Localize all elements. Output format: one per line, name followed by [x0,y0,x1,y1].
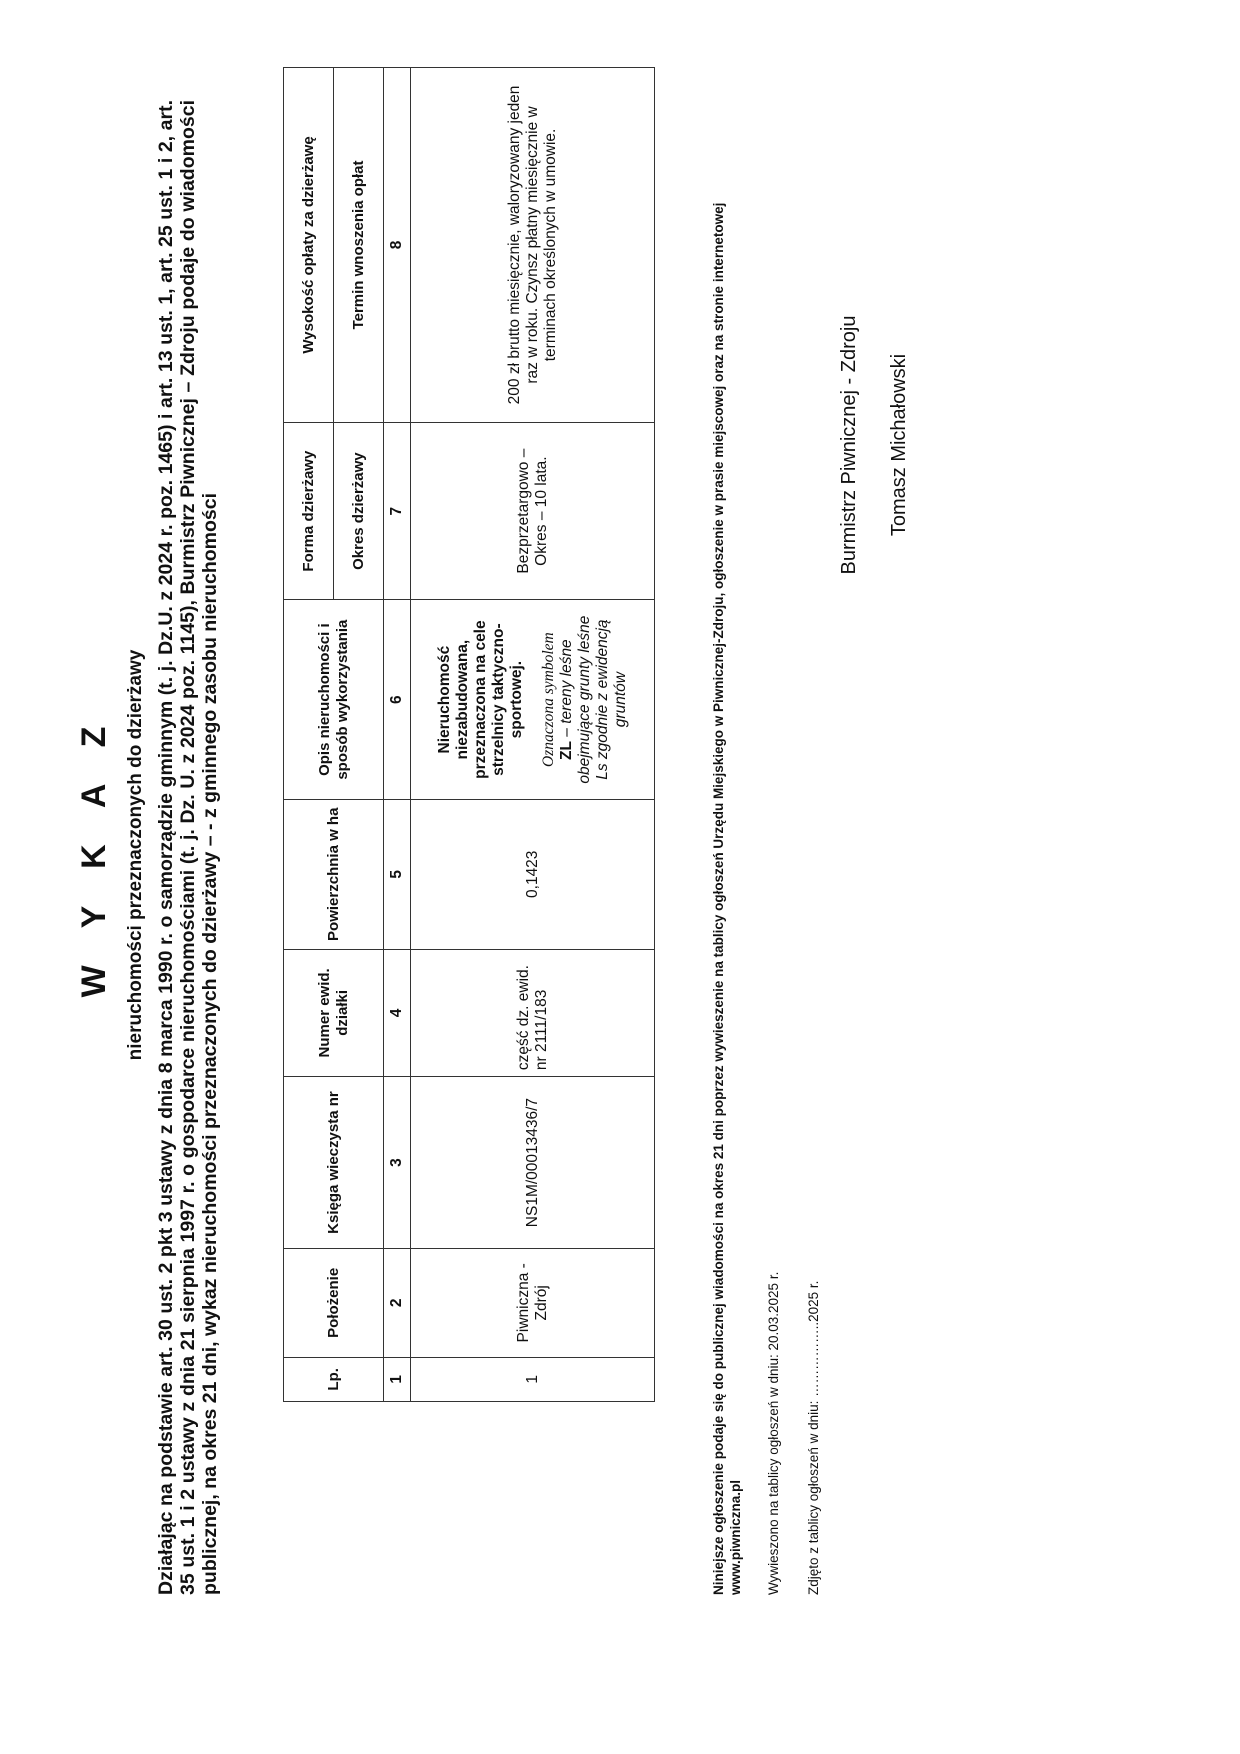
header-termin-oplat: Termin wnoszenia opłat [334,68,384,423]
zl-symbol: ZL [557,741,575,760]
cell-lp: 1 [411,1357,655,1401]
column-number: 5 [384,799,411,949]
column-number: 7 [384,422,411,599]
cell-opis [411,600,655,800]
opis-zl-text [558,606,630,793]
footer-note: Niniejsze ogłoszenie podaje się do publicznej wiadomości na okres 21 dni poprzez wywieszenie na tablicy ogłoszeń Urzędu Miejskiego w Piwnicznej-Zdroju, ogłoszenie w prasie miejscowej oraz na stronie internetowej www.piwniczna.pl [711,202,743,1595]
wywieszono-line: Wywieszono na tablicy ogłoszeń w dniu: 20.03.2025 r. [766,1271,781,1595]
header-okres-dzierzawy: Okres dzierżawy [334,422,384,599]
header-ksiega-wieczysta: Księga wieczysta nr [284,1077,384,1249]
document-page [0,45,1240,1665]
document-subtitle: nieruchomości przeznaczonych do dzierżawy [125,649,146,1061]
cell-polozenie: Piwniczna - Zdrój [411,1249,655,1358]
zl-description: – tereny leśne obejmujące grunty leśne Ls zgodnie z ewidencją gruntów [557,615,629,784]
header-wysokosc-oplaty: Wysokość opłaty za dzierżawę [284,68,334,423]
document-title: W Y K A Z [75,712,113,998]
column-number: 8 [384,68,411,423]
cell-oplata: 200 zł brutto miesięcznie, waloryzowany jeden raz w roku. Czynsz płatny miesięcznie w terminach określonych w umowie. [411,68,655,423]
header-opis: Opis nieruchomości i sposób wykorzystania [284,600,384,800]
header-lp: Lp. [284,1357,384,1401]
column-number: 3 [384,1077,411,1249]
cell-powierzchnia: 0,1423 [411,799,655,949]
column-number: 4 [384,949,411,1077]
property-table [283,67,655,1402]
signature-role: Burmistrz Piwnicznej - Zdroju [838,315,860,575]
column-number: 6 [384,600,411,800]
column-number: 1 [384,1357,411,1401]
opis-main-text: Nieruchomość niezabudowana, przeznaczona na cele strzelnicy taktyczno-sportowej. [435,620,525,779]
signature-name: Tomasz Michałowski [888,353,910,537]
column-number-row [384,68,411,1402]
intro-paragraph: Działając na podstawie art. 30 ust. 2 pkt 3 ustawy z dnia 8 marca 1990 r. o samorządzie gminnym (t. j. Dz.U. z 2024 r. poz. 1465) i art. 13 ust. 1, art. 25 ust. 1 i 2, art. 35 ust. 1 i 2 ustawy z dnia 21 sierpnia 1997 r. o gospodarce nieruchomościami (t. j. Dz. U. z 2024 poz. 1145), Burmistrz Piwnicznej – Zdroju podaje do wiadomości publicznej, na okres 21 dni, wykaz nieruchomości przeznaczonych do dzierżawy – - z gminnego zasobu nieruchomości [155,100,221,1595]
column-number: 2 [384,1249,411,1358]
cell-ksiega-wieczysta: NS1M/00013436/7 [411,1077,655,1249]
cell-forma-okres: Bezprzetargowo – Okres – 10 lata. [411,422,655,599]
opis-oznaczona-text: Oznaczona symbolem [539,632,557,767]
zdjeto-line: Zdjęto z tablicy ogłoszeń w dniu: ……………..2025 r. [806,1280,821,1595]
header-forma-dzierzawy: Forma dzierżawy [284,422,334,599]
header-polozenie: Położenie [284,1249,384,1358]
header-numer-dzialki: Numer ewid. działki [284,949,384,1077]
header-powierzchnia: Powierzchnia w ha [284,799,384,949]
cell-numer-dzialki: część dz. ewid. nr 2111/183 [411,949,655,1077]
table-header-row [284,68,334,1402]
table-row [411,68,655,1402]
